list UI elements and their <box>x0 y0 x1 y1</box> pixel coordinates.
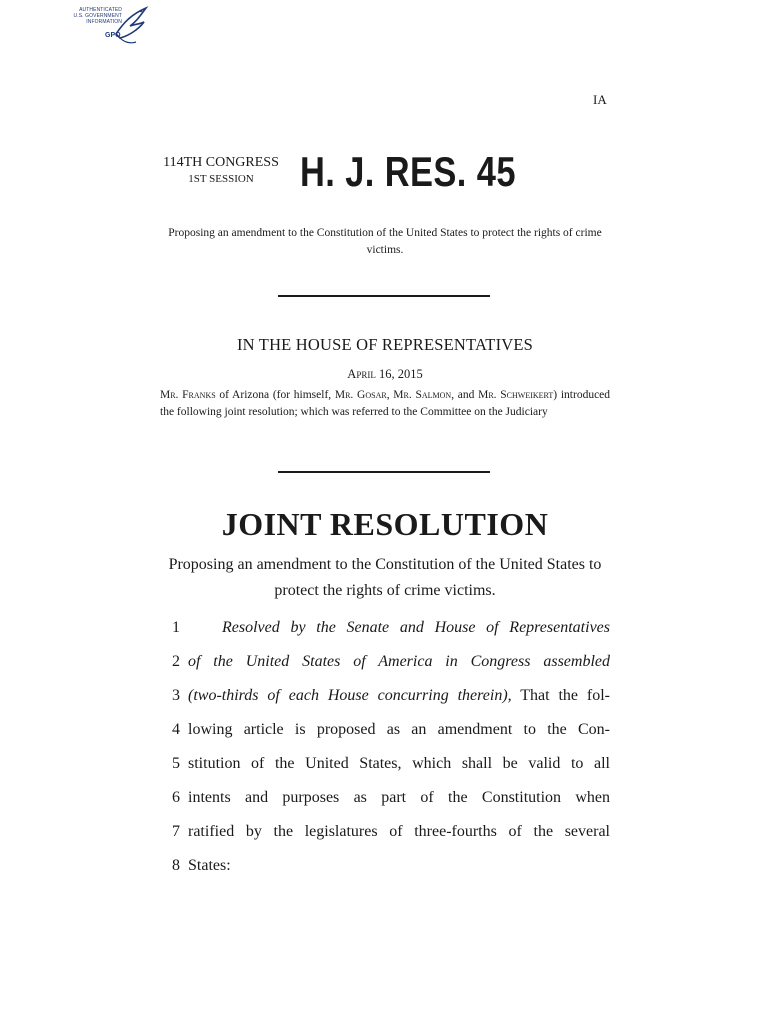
congress-line: 114TH CONGRESS <box>163 155 279 170</box>
bill-line <box>160 819 610 853</box>
bill-summary: Proposing an amendment to the Constitution of the United States to protect the rights of crime victims. <box>168 227 602 256</box>
bill-line <box>160 853 610 887</box>
resolution-heading: JOINT RESOLUTION <box>221 506 549 542</box>
session-line: 1ST SESSION <box>188 173 254 185</box>
gpo-authentication-seal <box>60 4 150 48</box>
line-text: of the United States of America in Congress assembled <box>188 653 610 670</box>
cosponsor-name: Mr. Schweikert <box>478 389 554 401</box>
line-text: (two-thirds of each House concurring therein), That the fol- <box>188 687 610 704</box>
line-number: 1 <box>172 619 180 636</box>
line-text: ratified by the legislatures of three-fourths of the several <box>188 823 610 840</box>
line-text: lowing article is proposed as an amendment to the Con- <box>188 721 610 738</box>
line-number: 7 <box>172 823 180 840</box>
calendar-mark: IA <box>593 92 607 107</box>
bill-line <box>160 751 610 785</box>
introduction-statement: Mr. Franks of Arizona (for himself, Mr. Gosar, Mr. Salmon, and Mr. Schweikert) introduced the following joint resolution; which was referred to the Committee on the Judiciary <box>160 389 611 418</box>
gpo-mark: GPO <box>105 32 121 39</box>
eagle-icon <box>110 4 150 48</box>
cosponsor-name: Mr. Salmon <box>393 389 452 401</box>
line-number: 3 <box>172 687 180 704</box>
bill-text-lines <box>160 615 610 887</box>
chamber-heading: IN THE HOUSE OF REPRESENTATIVES <box>236 335 534 354</box>
divider-rule <box>278 471 490 473</box>
divider-rule <box>278 295 490 297</box>
cosponsor-name: Mr. Gosar <box>334 389 387 401</box>
seal-text: AUTHENTICATED U.S. GOVERNMENT INFORMATION <box>73 7 122 25</box>
line-text: States: <box>188 857 231 874</box>
line-number: 4 <box>172 721 180 738</box>
congress-session-block <box>156 155 286 187</box>
line-text: Resolved by the Senate and House of Representatives <box>222 619 610 636</box>
bill-line <box>160 717 610 751</box>
line-number: 5 <box>172 755 180 772</box>
line-number: 2 <box>172 653 180 670</box>
bill-line <box>160 615 610 649</box>
bill-line <box>160 785 610 819</box>
bill-line <box>160 683 610 717</box>
bill-line <box>160 649 610 683</box>
sponsor-name: Mr. Franks <box>160 389 216 401</box>
resolution-purpose: Proposing an amendment to the Constitution of the United States to protect the rights of crime victims. <box>168 556 602 599</box>
introduction-date: April 16, 2015 <box>347 367 423 381</box>
line-text: intents and purposes as part of the Constitution when <box>188 789 610 806</box>
line-number: 6 <box>172 789 180 806</box>
bill-number: H. J. RES. 45 <box>300 148 516 195</box>
line-text: stitution of the United States, which shall be valid to all <box>188 755 610 772</box>
line-number: 8 <box>172 857 180 874</box>
